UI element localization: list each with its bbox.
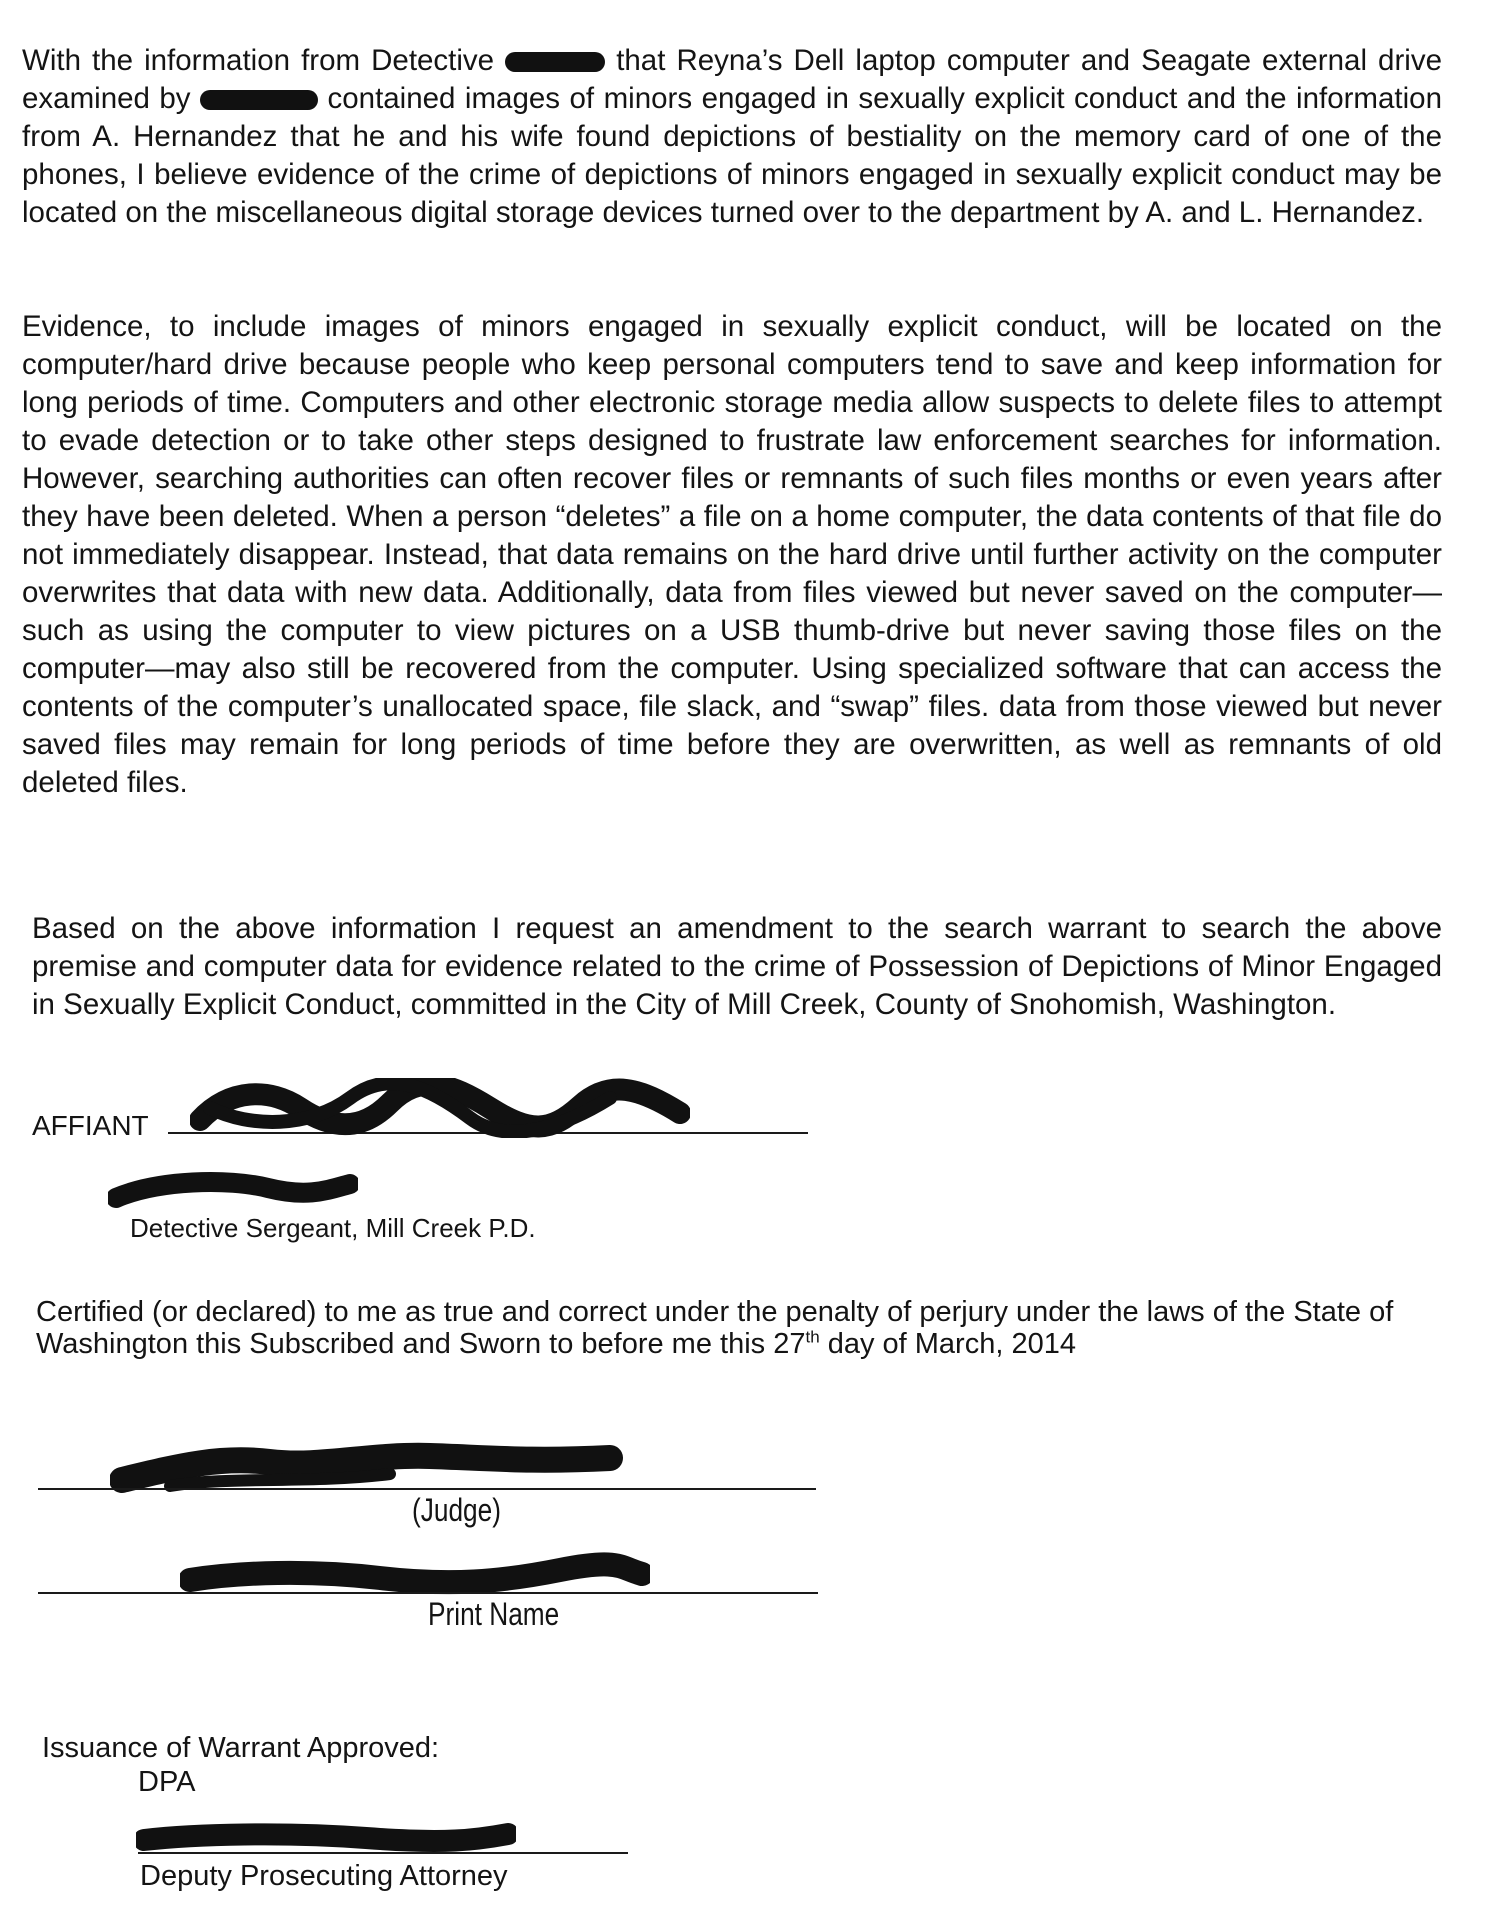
judge-signature-line [38, 1488, 816, 1490]
deputy-prosecuting-attorney-label: Deputy Prosecuting Attorney [140, 1860, 508, 1892]
affiant-signature-redaction [190, 1078, 690, 1138]
date-ordinal: th [805, 1327, 820, 1347]
affiant-title: Detective Sergeant, Mill Creek P.D. [130, 1213, 536, 1243]
dpa-label: DPA [138, 1766, 196, 1798]
redaction-mark [505, 52, 605, 72]
print-name-line [38, 1592, 818, 1594]
paragraph-detective-info [22, 42, 1442, 232]
affiant-name-redaction [108, 1170, 358, 1210]
paragraph-1-middle: that Reyna’s Dell laptop computer and Seagate external drive examined by [22, 44, 1442, 115]
redaction-mark [200, 90, 318, 110]
prosecutor-signature-line [138, 1852, 628, 1854]
certification-text [36, 1296, 1456, 1360]
paragraph-evidence: Evidence, to include images of minors engaged in sexually explicit conduct, will be located on the computer/hard drive because people who keep personal computers tend to save and keep information for long periods of time. Computers and other electronic storage media allow suspects to delete files to attempt to evade detection or to take other steps designed to frustrate law enforcement searches for information. However, searching authorities can often recover files or remnants of such files months or even years after they have been deleted. When a person “deletes” a file on a home computer, the data contents of that file do not immediately disappear. Instead, that data remains on the hard drive until further activity on the computer overwrites that data with new data. Additionally, data from files viewed but never saved on the computer—such as using the computer to view pictures on a USB thumb-drive but never saving those files on the computer—may also still be recovered from the computer. Using specialized software that can access the contents of the computer’s unallocated space, file slack, and “swap” files. data from those viewed but never saved files may remain for long periods of time before they are overwritten, as well as remnants of old deleted files. [22, 310, 1442, 799]
judge-label: (Judge) [412, 1492, 501, 1528]
paragraph-1-end: contained images of minors engaged in sexually explicit conduct and the information from A. Hernandez that he and his wife found depictions of bestiality on the memory card of one of the phones, I believe evidence of the crime of depictions of minors engaged in sexually explicit conduct may be located on the miscellaneous digital storage devices turned over to the department by A. and L. Hernandez. [22, 82, 1442, 229]
certification-text-end: day of March, 2014 [827, 1328, 1076, 1360]
certification-text-start: Certified (or declared) to me as true and correct under the penalty of perjury under the laws of the State of Washington this Subscribed and Sworn to before me this 27 [36, 1296, 1394, 1360]
warrant-approval-heading: Issuance of Warrant Approved: [42, 1732, 440, 1764]
paragraph-1-start: With the information from Detective [22, 44, 495, 77]
judge-signature-redaction [110, 1436, 630, 1496]
print-name-label: Print Name [428, 1596, 560, 1632]
affiant-label: AFFIANT [32, 1110, 149, 1141]
paragraph-amendment-request: Based on the above information I request an amendment to the search warrant to search the above premise and computer data for evidence related to the crime of Possession of Depictions of Minor Engaged in Sexually Explicit Conduct, committed in the City of Mill Creek, County of Snohomish, Washington. [32, 912, 1442, 1021]
